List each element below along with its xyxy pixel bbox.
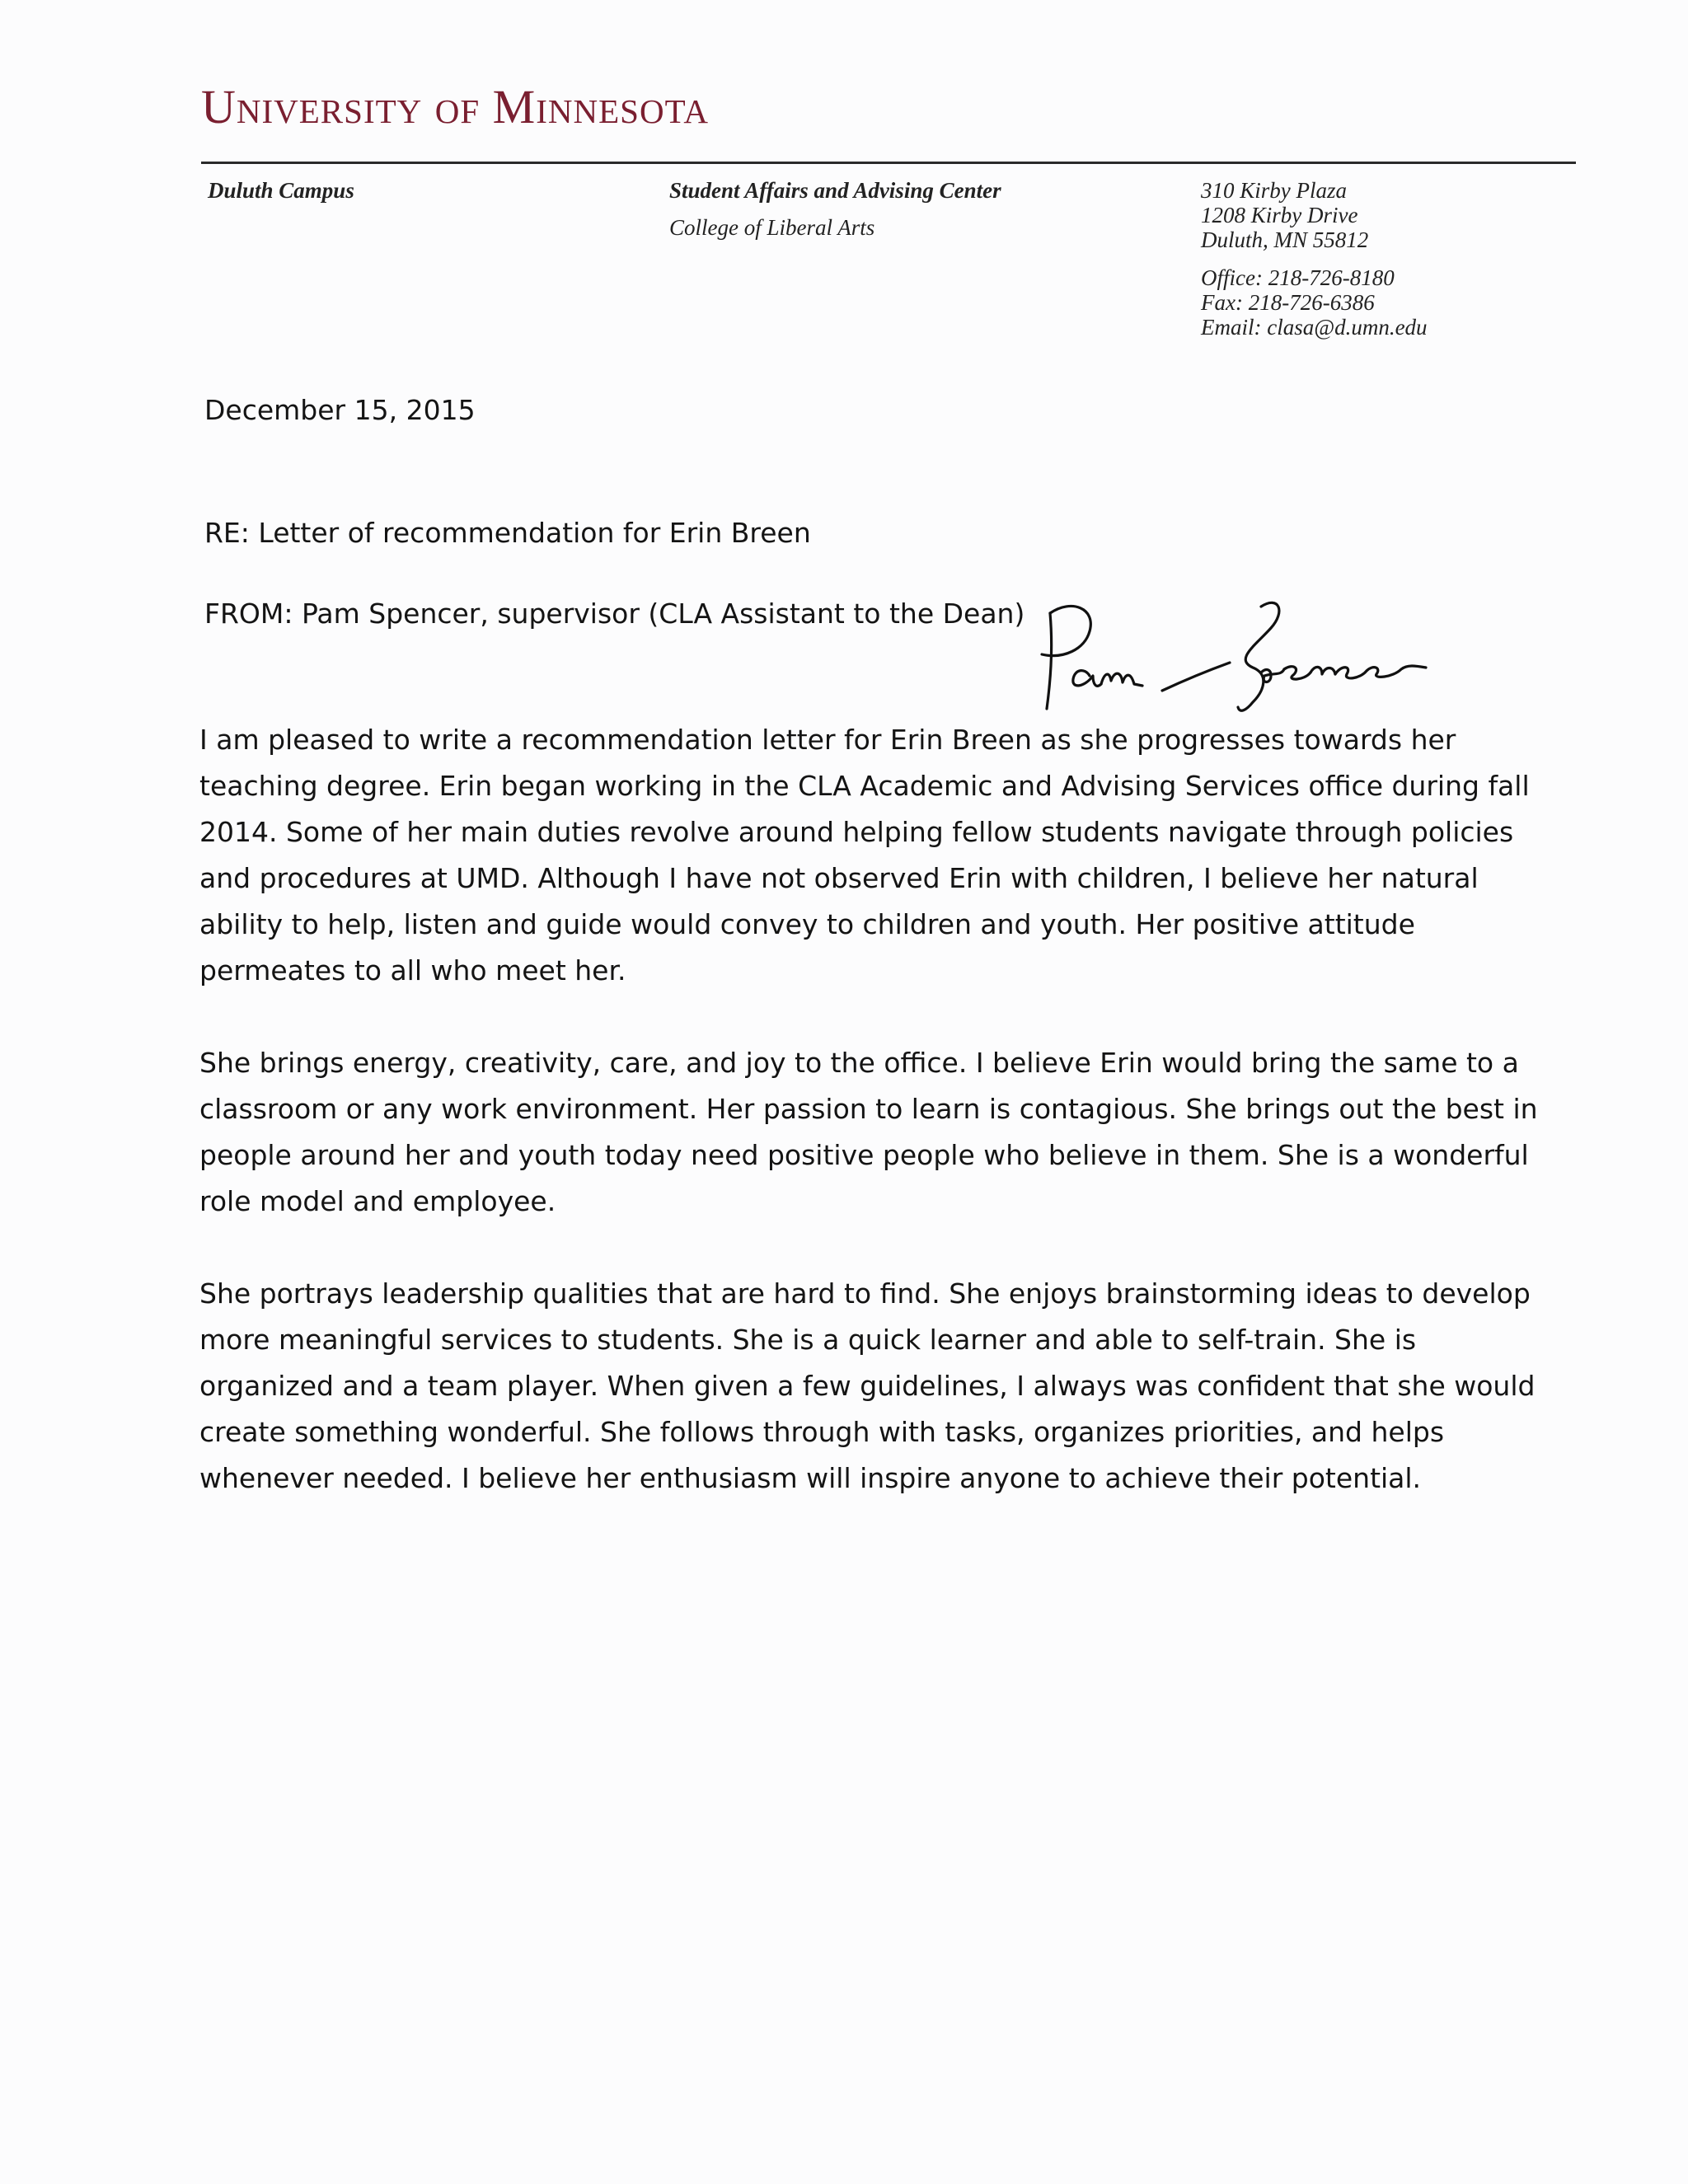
college-name: College of Liberal Arts [669, 215, 875, 240]
fax-number: Fax: 218-726-6386 [1201, 290, 1375, 315]
letter-date: December 15, 2015 [204, 394, 476, 426]
handwritten-signature [1014, 593, 1442, 725]
office-phone: Office: 218-726-8180 [1201, 265, 1395, 290]
address-line: 1208 Kirby Drive [1201, 203, 1358, 227]
campus-name: Duluth Campus [208, 178, 354, 203]
address-line: 310 Kirby Plaza [1201, 178, 1348, 203]
university-wordmark [201, 79, 709, 134]
contact-info [1201, 265, 1428, 340]
paragraph-introduction: I am pleased to write a recommendation letter for Erin Breen as she progresses towards her teaching degree. Erin began working in the CLA Academic and Advising Services office during fall 2014. Some of her main duties revolve around helping fellow students navigate through policies and procedures at UMD. Although I have not observed Erin with children, I believe her natural ability to help, listen and guide would convey to children and youth. Her positive attitude permeates to all who meet her. [199, 724, 1530, 987]
mailing-address [1201, 178, 1368, 252]
department-name: Student Affairs and Advising Center [669, 178, 1001, 203]
from-line: FROM: Pam Spencer, supervisor (CLA Assistant to the Dean) [204, 598, 1025, 630]
wordmark-text: University of Minnesota [201, 80, 709, 134]
letterhead-rule [201, 162, 1576, 164]
paragraph-leadership: She portrays leadership qualities that are hard to find. She enjoys brainstorming ideas to develop more meaningful services to students. She is a quick learner and able to self-train. She is organized and a team player. When given a few guidelines, I always was confident that she would create something wonderful. She follows through with tasks, organizes priorities, and helps whenever needed. I believe her enthusiasm will inspire anyone to achieve their potential. [199, 1277, 1536, 1494]
subject-line: RE: Letter of recommendation for Erin Breen [204, 517, 811, 549]
email-address: Email: clasa@d.umn.edu [1201, 315, 1428, 340]
paragraph-qualities: She brings energy, creativity, care, and joy to the office. I believe Erin would bring the same to a classroom or any work environment. Her passion to learn is contagious. She brings out the best in people around her and youth today need positive people who believe in them. She is a wonderful role model and employee. [199, 1047, 1538, 1217]
address-line: Duluth, MN 55812 [1201, 227, 1369, 252]
